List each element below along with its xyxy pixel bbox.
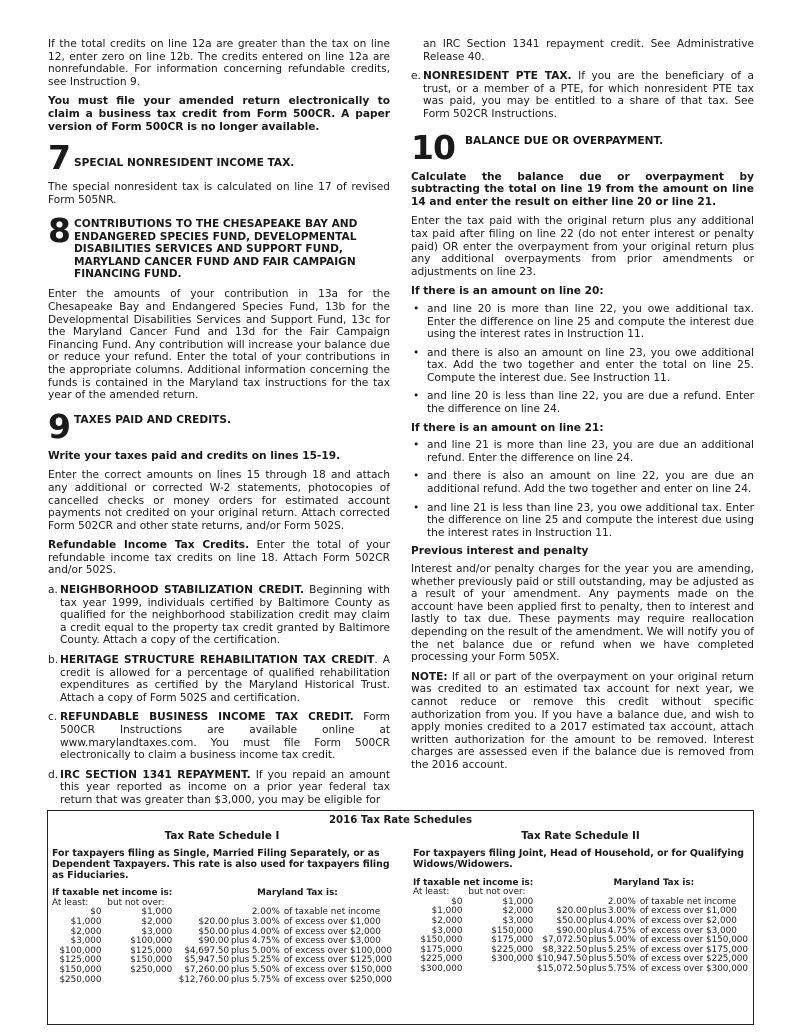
table-cell: plus [231,955,250,966]
schedule-description: For taxpayers filing as Single, Married Filing Separately, or as Dependent Taxpayers. This rate is also used for taxpayers filing as Fiduciaries. [52,848,390,881]
refundable-credits-lead: Refundable Income Tax Credits. [48,539,250,552]
bullet-icon: • [413,390,420,403]
table-cell: $0 [90,907,102,918]
table-cell: plus [588,935,607,946]
table-cell: of excess over $150,000 [283,964,392,975]
table-cell: plus [588,963,607,974]
table-cell: $90.00 [198,936,230,947]
table-cell: $125,000 [130,945,173,956]
table-cell: $12,760.00 [178,974,230,985]
table-cell: of excess over $100,000 [283,945,392,956]
table-cell: $150,000 [420,935,463,946]
header-not-over: but not over: [468,887,526,898]
table-cell: $3,000 [502,915,534,926]
table-cell: $4,697.50 [184,945,230,956]
section-number: 10 [411,127,455,167]
item-head: HERITAGE STRUCTURE REHABILITATION TAX CREDIT [60,654,375,667]
table-cell: 5.25% [607,944,636,955]
bullet-icon: • [413,302,420,315]
table-row [413,965,748,975]
list-item-text: and line 21 is less than line 23, you owe additional tax. Enter the difference on line 25 and compute the interest due using the interest rates in Instruction 11. [427,501,754,539]
table-cell: $20.00 [198,916,230,927]
header-not-over: but not over: [107,897,165,908]
table-cell: $7,072.50 [542,935,588,946]
table-cell: 3.00% [607,906,636,917]
table-cell: plus [231,916,250,927]
list-item-text: and there is also an amount on line 23, you owe additional tax. Add the two together and enter the total on line 25. Compute the interest due. See Instruction 11. [427,346,754,384]
section-10-lead: Calculate the balance due or overpayment by subtracting the total on line 19 from the amount on line 14 and enter the result on either line 20 or line 21. [411,170,754,208]
table-cell: of excess over $175,000 [639,944,748,955]
section-8-body: Enter the amounts of your contribution in 13a for the Chesapeake Bay and Endangered Species Fund, 13b for the Developmental Disabilities Services and Support Fund, 13c for the Maryland Cancer Fund and 13d for the Fair Campaign Financing Fund. Any contribution will increase your balance due or reduce your refund. Enter the total of your contributions in the appropriate columns. Additional information concerning the funds is contained in the Maryland tax instructions for the tax year of the amended return. [48,288,390,402]
table-cell: of excess over $3,000 [639,925,737,936]
section-10-header [411,127,754,167]
table-cell [101,976,172,986]
item-letter: c. [48,711,58,724]
schedules-title: 2016 Tax Rate Schedules [328,815,473,826]
table-cell: $175,000 [420,944,463,955]
table-cell: $0 [451,896,463,907]
table-cell: $3,000 [141,926,173,937]
table-cell: $300,000 [491,954,534,965]
table-cell: $2,000 [141,916,173,927]
bullet-icon: • [413,439,420,452]
table-cell: plus [231,945,250,956]
tax-rate-schedules-box [47,810,754,1025]
table-cell: of excess over $300,000 [639,963,748,974]
header-at-least: At least: [52,897,89,908]
table-cell: 5.25% [251,955,280,966]
header-income: If taxable net income is: [52,888,173,899]
section-9-header [48,406,390,446]
table-header-row [52,889,392,899]
item-body [60,654,390,704]
table-cell: of excess over $225,000 [639,954,748,965]
table-cell: 4.75% [607,925,636,936]
table-cell: plus [588,925,607,936]
item-letter: d. [48,768,59,781]
table-cell: $7,260.00 [184,964,230,975]
bullet-icon: • [413,501,420,514]
schedule-description: For taxpayers filing Joint, Head of Household, or for Qualifying Widows/Widowers. [413,848,745,870]
section-title: BALANCE DUE OR OVERPAYMENT. [464,134,664,147]
table-cell: $150,000 [491,925,534,936]
note-text: If all or part of the overpayment on your original return was credited to an estimated tax account for next year, we cannot reduce or remove this credit without specific authorization from you. If you have a balance due, and wish to apply monies credited to a 2017 estimated tax account, attach written authorization for the amount to be removed. Interest charges are assessed even if the balance due is removed from the 2016 account. [411,670,754,771]
table-cell: $1,000 [502,896,534,907]
credit-item-b [48,654,390,704]
item-text: Form 500CR Instructions are available online at www.marylandtaxes.com. You must file Form 500CR electronically to claim a business income tax credit. [60,711,390,762]
section-8-header [48,211,390,280]
table-cell: of excess over $2,000 [639,915,737,926]
table-cell: $150,000 [59,964,102,975]
table-cell: of taxable net income [639,896,737,907]
section-title: CONTRIBUTIONS TO THE CHESAPEAKE BAY AND ENDANGERED SPECIES FUND, DEVELOPMENTAL DISABILITIES SERVICES AND SUPPORT FUND, MARYLAND CANCER FUND AND FAIR CAMPAIGN FINANCING FUND. [73,218,358,280]
section-9-body: Enter the correct amounts on lines 15 through 18 and attach any additional or corrected W-2 statements, photocopies of cancelled checks or money orders for estimated account payments not credited on your original return. Attach corrected Form 502CR and other state returns, and/or Form 502S. [48,469,390,532]
list-item [411,347,754,385]
table-cell: $50.00 [198,926,230,937]
table-cell: 4.00% [607,915,636,926]
section-7-header [48,138,390,178]
right-column [411,38,754,779]
line20-subhead: If there is an amount on line 20: [411,285,604,298]
table-cell: plus [588,954,607,965]
table-cell: $20.00 [556,906,588,917]
list-item [411,390,754,415]
table-cell: $100,000 [130,936,173,947]
header-tax: Maryland Tax is: [613,877,695,888]
table-cell: $1,000 [70,916,102,927]
table-cell: $2,000 [502,906,534,917]
table-cell: of excess over $1,000 [283,916,381,927]
table-cell: $100,000 [59,945,102,956]
item-head: NEIGHBORHOOD STABILIZATION CREDIT. [60,584,304,597]
table-cell: of excess over $3,000 [283,936,381,947]
item-body [60,584,390,647]
table-cell: 5.75% [251,974,280,985]
paragraph-line12-credits: If the total credits on line 12a are greater than the tax on line 12, enter zero on line 12b. The credits entered on line 12a are nonrefundable. For information concerning refundable credits, see Instruction 9. [48,38,390,88]
item-body [60,711,390,761]
list-item-text: and line 20 is less than line 22, you are due a refund. Enter the difference on line 24. [427,390,754,416]
item-body [60,769,390,807]
section-number: 7 [48,138,70,178]
table-cell: $125,000 [59,955,102,966]
item-d-continuation: an IRC Section 1341 repayment credit. See Administrative Release 40. [423,38,754,63]
previous-interest-subhead: Previous interest and penalty [411,545,589,558]
table-cell: 5.00% [607,935,636,946]
table-cell: of excess over $2,000 [283,926,381,937]
section-title: TAXES PAID AND CREDITS. [73,413,232,426]
list-item-text: and line 20 is more than line 22, you owe additional tax. Enter the difference on line 25 and compute the interest due using the interest rates in Instruction 11. [427,302,754,341]
table-cell: 5.00% [251,945,280,956]
list-item-text: and there is also an amount on line 22, you are due an additional refund. Add the two together and enter on line 24. [427,470,754,496]
schedule-name: Tax Rate Schedule I [164,830,280,842]
header-at-least: At least: [413,887,450,898]
table-cell: $150,000 [130,955,173,966]
table-cell: $50.00 [556,915,588,926]
table-cell: of excess over $250,000 [283,974,392,985]
table-row [52,976,392,986]
list-item [411,470,754,495]
section-9-subhead: Write your taxes paid and credits on lines 15-19. [48,449,341,462]
previous-interest-body: Interest and/or penalty charges for the year you are amending, whether previously paid or still outstanding, may be adjusted as a result of your amendment. Any payments made on the account have been applied first to penalty, then to interest and lastly to tax due. These payments may require reallocation depending on the result of the amendment. We will notify you of the net balance due or refund when we have completed processing your Form 505X. [411,563,754,664]
line21-list [411,439,754,539]
table-cell: $10,947.50 [536,954,588,965]
section-10-body: Enter the tax paid with the original return plus any additional tax paid after filing on line 22 (do not enter interest or penalty paid) OR enter the overpayment from your original return plus any additional overpayments from prior amendments or adjustments on line 23. [411,215,754,278]
table-header-row [413,879,748,889]
section-number: 9 [48,406,70,446]
item-head: IRC SECTION 1341 REPAYMENT. [60,768,251,781]
credit-item-e [411,70,754,120]
table-cell: $250,000 [130,964,173,975]
item-text: Beginning with tax year 1999, individuals certified by Baltimore County as qualified for the neighborhood stabilization credit may claim a credit equal to the property tax credit granted by Baltimore County. Attach a copy of the certification. [60,584,390,647]
note-lead: NOTE: [411,670,448,683]
table-cell: $15,072.50 [536,963,588,974]
schedule-name: Tax Rate Schedule II [521,830,640,842]
refundable-credits-text: Enter the total of your refundable income tax credits on line 18. Attach Form 502CR and/or 502S. [48,539,390,577]
list-item [411,439,754,464]
item-letter: e. [411,70,421,83]
table-cell: $300,000 [420,963,463,974]
table-cell: 4.00% [251,926,280,937]
list-item-text: and line 21 is more than line 23, you are due an additional refund. Enter the difference on line 24. [427,439,754,464]
credit-item-c [48,711,390,761]
table-cell: $2,000 [70,926,102,937]
line21-subhead: If there is an amount on line 21: [411,421,604,434]
list-item [411,502,754,540]
table-cell: $250,000 [59,974,102,985]
item-head: REFUNDABLE BUSINESS INCOME TAX CREDIT. [60,711,354,724]
item-text: If you repaid an amount this year reported as income on a prior year federal tax return that was greater than $3,000, you may be eligible for [60,768,390,806]
table-cell: 4.75% [251,936,280,947]
table-cell: $90.00 [556,925,588,936]
note-paragraph [411,671,754,772]
list-item [411,303,754,341]
table-cell: $2,000 [431,915,463,926]
table-cell: $8,322.50 [542,944,588,955]
header-income: If taxable net income is: [413,877,534,888]
left-column [48,38,390,814]
credit-item-a [48,584,390,647]
rate-table [413,879,748,975]
table-cell: of excess over $1,000 [639,906,737,917]
section-number: 8 [48,211,70,251]
tax-rate-schedule-1 [52,831,392,985]
item-letter: b. [48,654,59,667]
table-cell: plus [588,944,607,955]
item-body [423,70,754,120]
table-cell: plus [588,906,607,917]
table-cell: plus [231,936,250,947]
item-letter: a. [48,584,58,597]
table-cell: plus [588,915,607,926]
table-cell: $225,000 [420,954,463,965]
table-cell: plus [231,964,250,975]
table-cell: $3,000 [431,925,463,936]
table-cell: plus [231,926,250,937]
table-cell: $5,947.50 [184,955,230,966]
table-cell: 2.00% [607,896,636,907]
rate-table [52,889,392,985]
table-cell: 5.50% [251,964,280,975]
table-cell: plus [231,974,250,985]
item-head: NONRESIDENT PTE TAX. [423,70,572,83]
table-cell: $3,000 [70,936,102,947]
table-cell [462,965,533,975]
item-text: . A credit is allowed for a percentage of qualified rehabilitation expenditures as certified by the Maryland Historical Trust. Attach a copy of Form 502S and certification. [60,654,390,704]
tax-rate-schedule-2 [413,831,748,975]
table-cell: 2.00% [251,907,280,918]
table-cell: 3.00% [251,916,280,927]
credit-item-d [48,769,390,807]
bullet-icon: • [413,470,420,483]
section-7-body: The special nonresident tax is calculated on line 17 of revised Form 505NR. [48,181,390,206]
table-cell: of excess over $125,000 [283,955,392,966]
header-tax: Maryland Tax is: [257,888,338,899]
table-cell: 5.50% [607,954,636,965]
bullet-icon: • [413,346,420,359]
table-cell: $1,000 [431,906,463,917]
table-cell: of taxable net income [283,907,381,918]
table-cell: $1,000 [141,907,173,918]
table-cell: of excess over $150,000 [639,935,748,946]
table-cell: $225,000 [491,944,534,955]
item-text: If you are the beneficiary of a trust, or a member of a PTE, for which nonresident PTE tax was paid, you may be entitled to a share of that tax. See Form 502CR Instructions. [423,70,754,120]
table-cell: 5.75% [607,963,636,974]
refundable-credits-paragraph [48,539,390,577]
table-cell: $175,000 [491,935,534,946]
paragraph-electronic-filing-notice: You must file your amended return electronically to claim a business tax credit from Form 500CR. A paper version of Form 500CR is no longer available. [48,95,390,133]
section-title: SPECIAL NONRESIDENT INCOME TAX. [73,157,295,170]
line20-list [411,303,754,416]
